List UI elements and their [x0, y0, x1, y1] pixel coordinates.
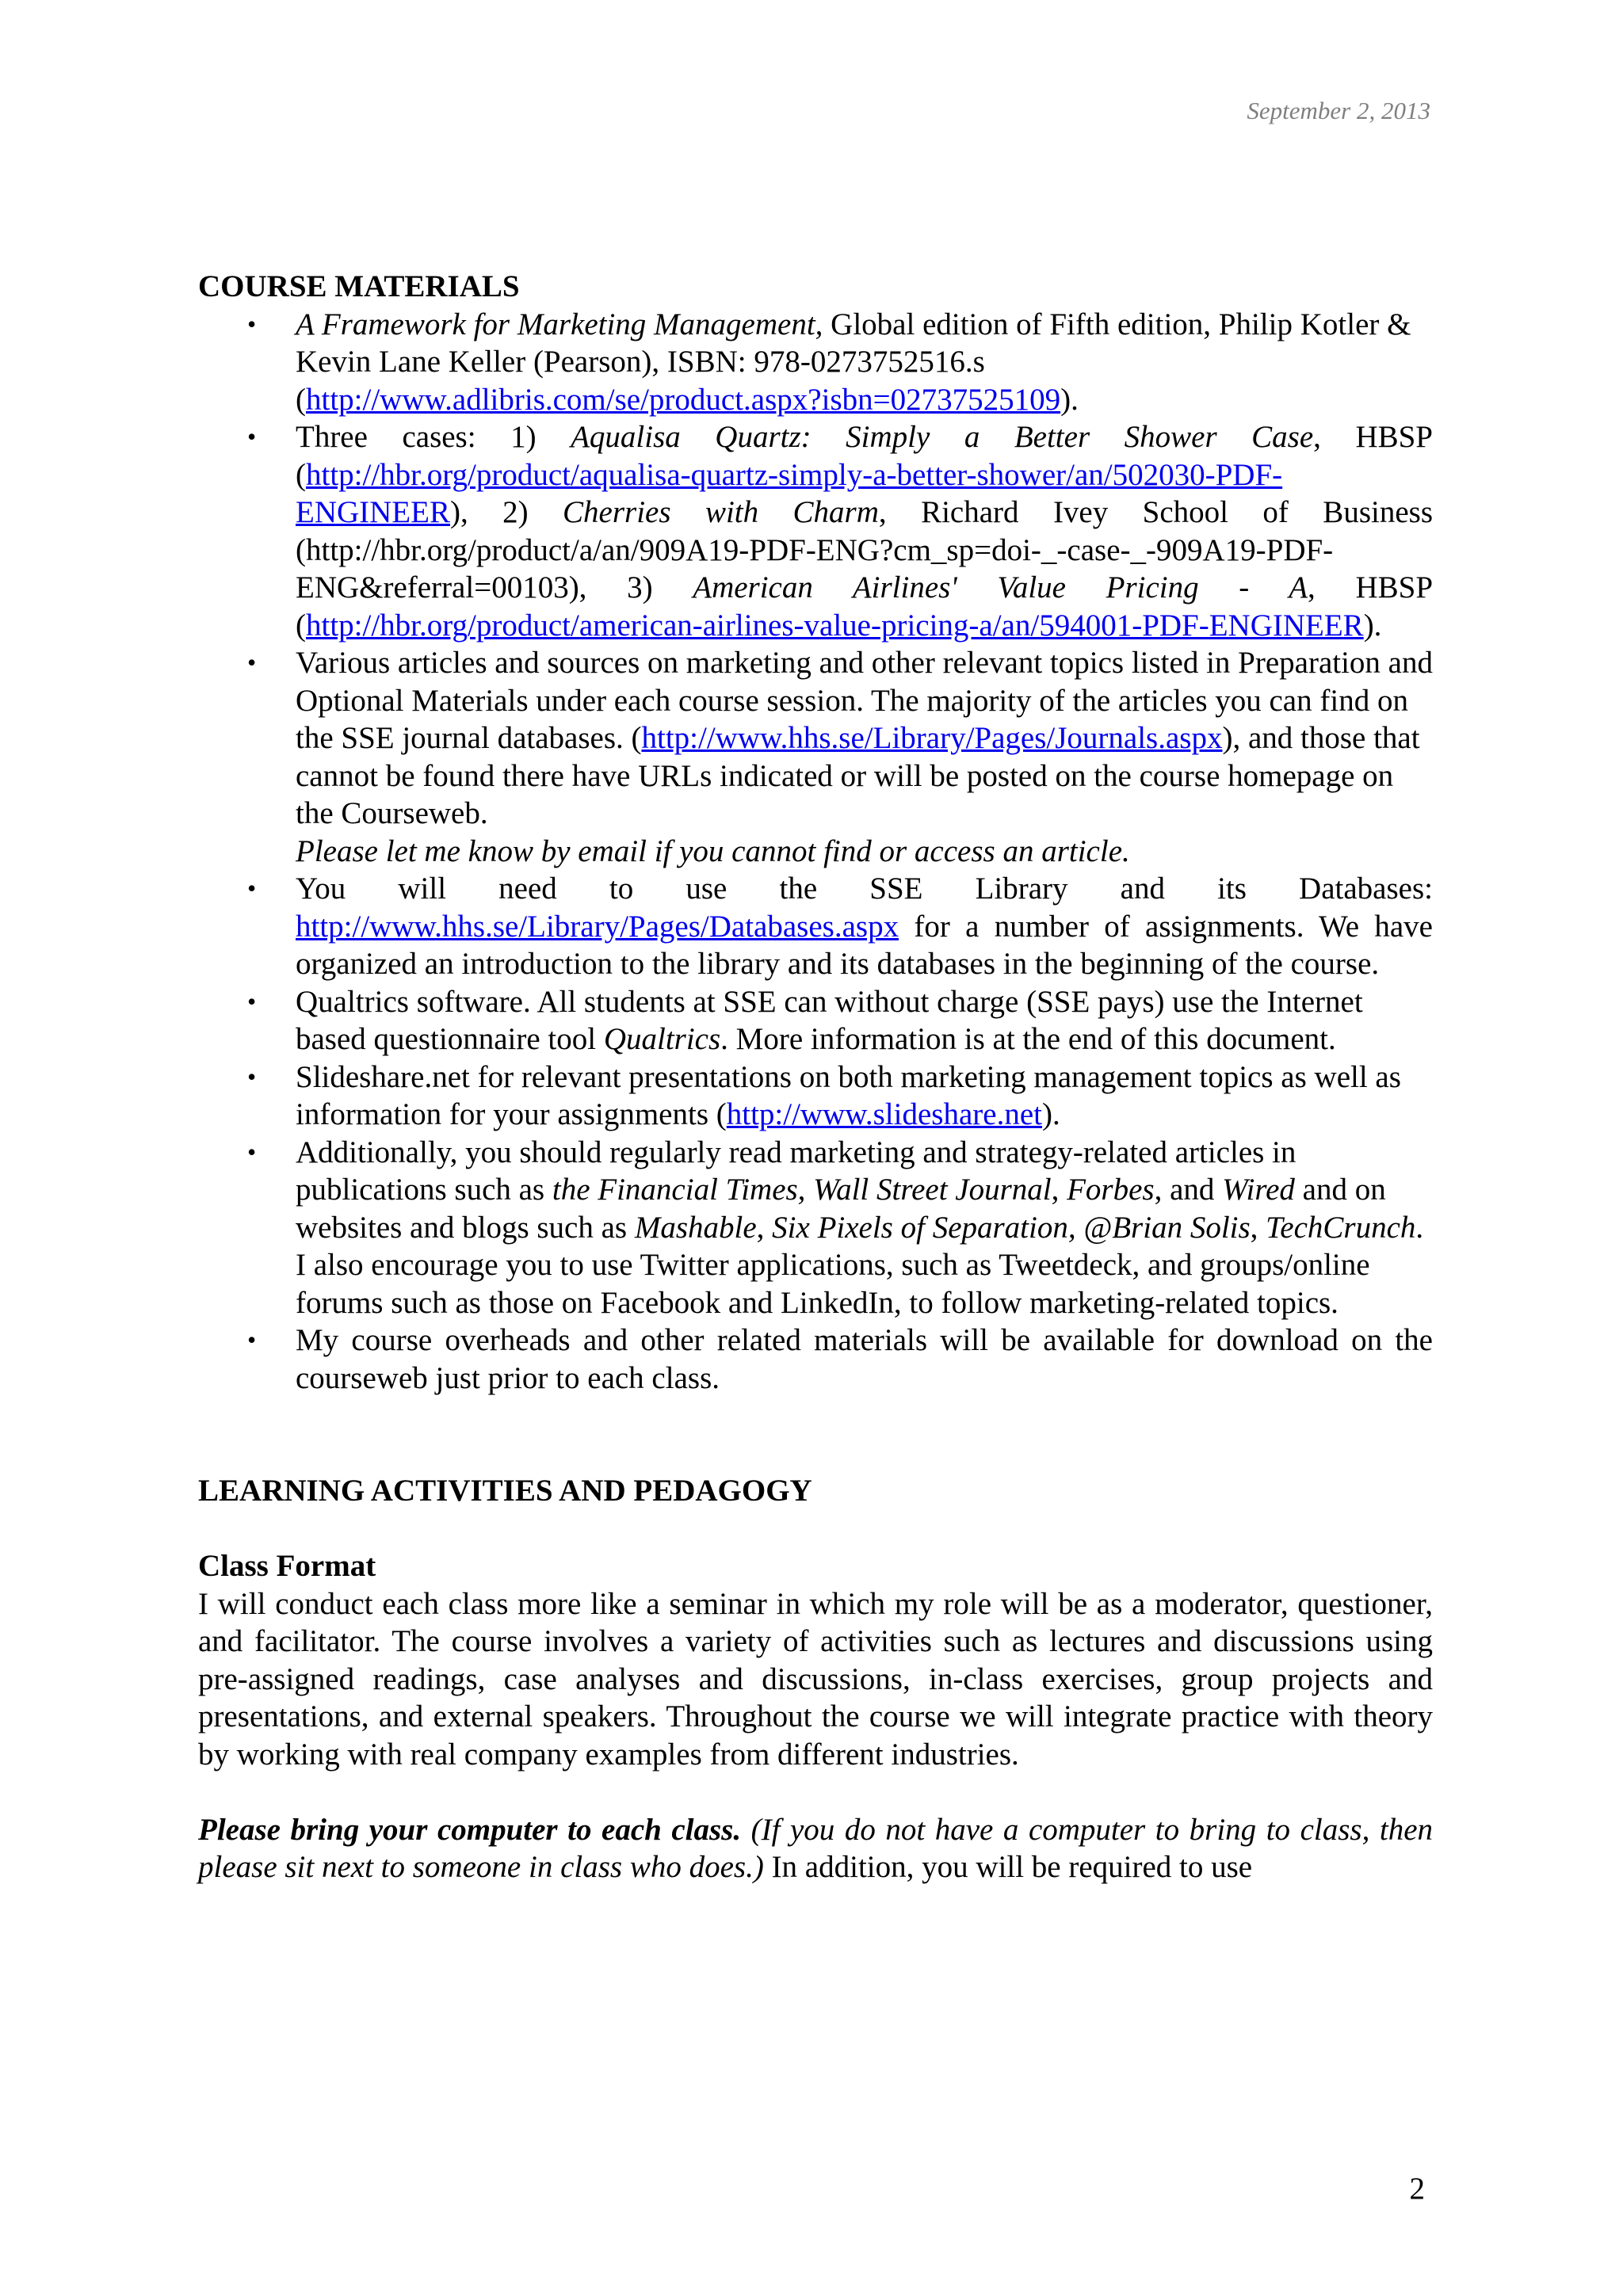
text-fragment: . I also encourage you to use Twitter applications, such as Tweetdeck, and groups/online forums such as those on Facebook and LinkedIn, to follow marketing-related topics.: [296, 1210, 1424, 1320]
case-title: Cherries with Charm: [563, 495, 879, 529]
text-fragment: , and: [1154, 1173, 1223, 1207]
book-title: A Framework for Marketing Management,: [296, 307, 823, 341]
text-fragment: ,: [1250, 1210, 1266, 1245]
page-content: [198, 268, 1433, 1886]
text-fragment: for a number of assignments. We have organized an introduction to the library and its databases in the beginning of the course.: [296, 909, 1433, 981]
list-item: [198, 1134, 1433, 1322]
class-format-heading: Class Format: [198, 1549, 376, 1583]
bullet-icon: •: [247, 874, 257, 902]
learning-heading: LEARNING ACTIVITIES AND PEDAGOGY: [198, 1474, 812, 1508]
text-fragment: Three cases: 1): [296, 420, 571, 454]
course-materials-list: [198, 306, 1433, 1398]
list-item: [198, 983, 1433, 1058]
blog-name: Mashable: [634, 1210, 757, 1245]
bullet-icon: •: [247, 1325, 257, 1354]
book-details: Global edition of Fifth edition, Philip Kotler & Kevin Lane Keller (Pearson), ISBN: 978-0273752516.s (: [296, 307, 1411, 417]
text-fragment: ,: [756, 1210, 773, 1245]
text-fragment: Slideshare.net for relevant presentations on both marketing management topics as well as information for your assignments (: [296, 1059, 1401, 1131]
qualtrics-name: Qualtrics: [603, 1022, 721, 1056]
case-title: American Airlines' Value Pricing - A: [693, 570, 1308, 605]
course-materials-heading: COURSE MATERIALS: [198, 269, 520, 303]
aqualisa-link[interactable]: http://hbr.org/product/aqualisa-quartz-simply-a-better-shower/an/502030-PDF-ENGINEER: [296, 457, 1283, 529]
blog-name: TechCrunch: [1266, 1210, 1416, 1245]
computer-paragraph: [198, 1811, 1433, 1886]
publication-names: the Financial Times, Wall Street Journal: [552, 1173, 1052, 1207]
publication-name: Forbes: [1067, 1173, 1155, 1207]
spacer: [198, 1773, 1433, 1811]
bullet-icon: •: [247, 1137, 257, 1166]
bullet-icon: •: [247, 648, 257, 677]
list-item: [198, 1058, 1433, 1134]
bullet-icon: •: [247, 309, 257, 338]
page-number: 2: [1409, 2172, 1425, 2206]
text-fragment: , HBSP (: [296, 420, 1433, 492]
databases-link[interactable]: http://www.hhs.se/Library/Pages/Databases.aspx: [296, 909, 899, 944]
text-fragment: ), 2): [449, 495, 563, 529]
text-fragment: Qualtrics software. All students at SSE can without charge (SSE pays) use the Internet based questionnaire tool: [296, 984, 1363, 1056]
list-item: [198, 306, 1433, 419]
bullet-icon: •: [247, 986, 257, 1016]
text-fragment: ,: [1051, 1173, 1067, 1207]
slideshare-link[interactable]: http://www.slideshare.net: [726, 1097, 1042, 1131]
computer-instruction: Please bring your computer to each class.: [198, 1812, 742, 1847]
text-fragment: ).: [1060, 382, 1079, 417]
text-fragment: . More information is at the end of this document.: [720, 1022, 1336, 1056]
list-item: [198, 870, 1433, 983]
list-item: [198, 418, 1433, 644]
text-fragment: ), and those that cannot be found there have URLs indicated or will be posted on the course homepage on the Courseweb.: [296, 721, 1420, 830]
adlibris-link[interactable]: http://www.adlibris.com/se/product.aspx?isbn=02737525109: [306, 382, 1061, 417]
text-fragment: In addition, you will be required to use: [763, 1850, 1253, 1884]
text-fragment: My course overheads and other related materials will be available for download on the courseweb just prior to each class.: [296, 1323, 1433, 1395]
list-item: [198, 1322, 1433, 1397]
computer-note: (If you do not have a computer to bring to class, then please sit next to someone in class who does.): [198, 1812, 1433, 1884]
text-fragment: Various articles and sources on marketing and other relevant topics listed in Preparation and Optional Materials under each course session. The majority of the articles you can find on the SSE journal databases. (: [296, 646, 1433, 755]
spacer: [198, 1397, 1433, 1472]
text-fragment: ).: [1041, 1097, 1060, 1131]
text-fragment: ).: [1363, 608, 1382, 643]
list-item: [198, 644, 1433, 870]
text-fragment: , Richard Ivey School of Business (http://hbr.org/product/a/an/909A19-PDF-ENG?cm_sp=doi-_-case-_-909A19-PDF-ENG&referral=00103), 3): [296, 495, 1433, 605]
text-fragment: , HBSP (: [296, 570, 1434, 643]
header-date: September 2, 2013: [1247, 97, 1430, 124]
journals-link[interactable]: http://www.hhs.se/Library/Pages/Journals.aspx: [641, 721, 1223, 755]
class-format-paragraph: I will conduct each class more like a seminar in which my role will be as a moderator, questioner, and facilitator. The course involves a variety of activities such as lectures and discussions using pre-assigned readings, case analyses and discussions, in-class exercises, group projects and presentations, and external speakers. Throughout the course we will integrate practice with theory by working with real company examples from different industries.: [198, 1586, 1433, 1772]
blog-name: Six Pixels of Separation, @Brian Solis: [772, 1210, 1251, 1245]
email-note: Please let me know by email if you cannot find or access an article.: [296, 833, 1130, 868]
text-fragment: You will need to use the SSE Library and its Databases:: [296, 871, 1433, 906]
case-title: Aqualisa Quartz: Simply a Better Shower Case: [571, 420, 1314, 454]
publication-name: Wired: [1222, 1173, 1295, 1207]
spacer: [198, 1510, 1433, 1548]
text-fragment: and on websites and blogs such as: [296, 1173, 1386, 1245]
american-airlines-link[interactable]: http://hbr.org/product/american-airlines-value-pricing-a/an/594001-PDF-ENGINEER: [306, 608, 1364, 643]
text-fragment: Additionally, you should regularly read marketing and strategy-related articles in publications such as: [296, 1135, 1296, 1207]
bullet-icon: •: [247, 422, 257, 451]
bullet-icon: •: [247, 1062, 257, 1091]
